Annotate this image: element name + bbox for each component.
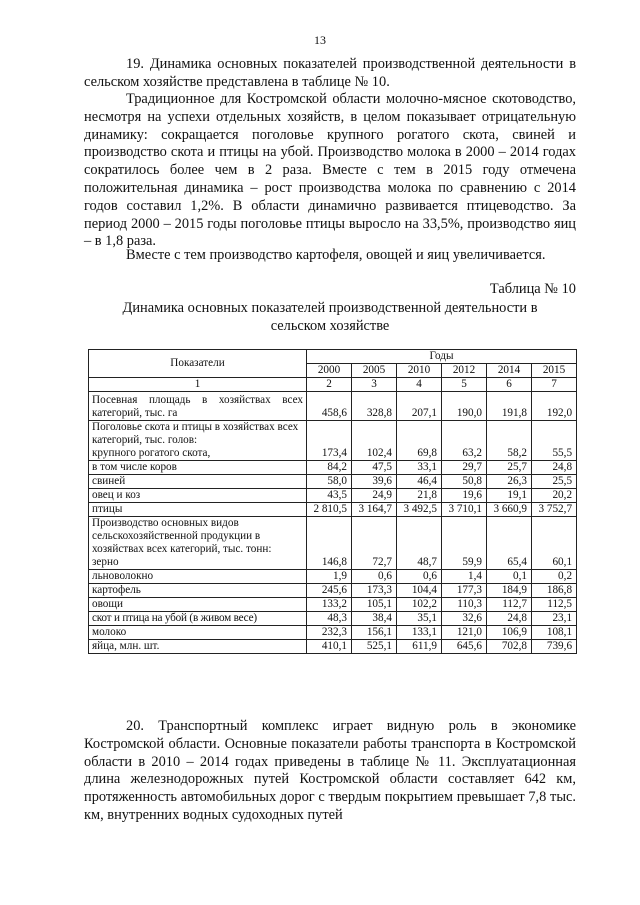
cell-value: 0,1 (487, 570, 532, 584)
table-row (89, 517, 577, 570)
row-label (89, 421, 307, 461)
year-cell: 2014 (487, 364, 532, 378)
cell-value: 26,3 (487, 475, 532, 489)
cell-value: 69,8 (397, 421, 442, 461)
row-label: птицы (89, 503, 307, 517)
cell-value: 146,8 (307, 517, 352, 570)
cell-value: 50,8 (442, 475, 487, 489)
row-label: льноволокно (89, 570, 307, 584)
cell-value: 232,3 (307, 626, 352, 640)
cell-value: 133,2 (307, 598, 352, 612)
table-row (89, 392, 577, 421)
table-row (89, 626, 577, 640)
cell-value: 102,4 (352, 421, 397, 461)
cell-value: 58,2 (487, 421, 532, 461)
cell-value: 739,6 (532, 640, 577, 654)
cell-value: 112,7 (487, 598, 532, 612)
cell-value: 65,4 (487, 517, 532, 570)
cell-value: 3 164,7 (352, 503, 397, 517)
cell-value: 156,1 (352, 626, 397, 640)
section-19-paragraph: Традиционное для Костромской области молочно-мясное скотоводство, несмотря на успехи отдельных хозяйств, в целом показывает отрицательную динамику: сокращается поголовье крупного рогатого скота, свиней и производство скота и птицы на убой. Производство молока в 2000 – 2014 годах сократилось более чем в 2 раза. Вместе с тем в 2015 году отмечена положительная динамика – рост производства молока по сравнению с 2014 годов составил 1,2%. В области динамично развивается птицеводство. За период 2000 – 2015 годы поголовье птицы выросло на 33,5%, производство яиц – в 1,8 раза. (84, 91, 576, 250)
cell-value: 3 660,9 (487, 503, 532, 517)
cell-value: 24,8 (487, 612, 532, 626)
row-label: Посевная площадь в хозяйствах всех категорий, тыс. га (89, 392, 307, 421)
cell-value: 105,1 (352, 598, 397, 612)
cell-value: 177,3 (442, 584, 487, 598)
cell-value: 328,8 (352, 392, 397, 421)
data-table (88, 349, 577, 654)
cell-value: 3 492,5 (397, 503, 442, 517)
table-row (89, 489, 577, 503)
cell-value: 191,8 (487, 392, 532, 421)
cell-value: 2 810,5 (307, 503, 352, 517)
table-label: Таблица № 10 (489, 281, 576, 297)
cell-value: 611,9 (397, 640, 442, 654)
cell-value: 33,1 (397, 461, 442, 475)
cell-value: 46,4 (397, 475, 442, 489)
table-title: Динамика основных показателей производственной деятельности в сельском хозяйстве (122, 300, 538, 334)
cell-value: 0,6 (397, 570, 442, 584)
row-label: овощи (89, 598, 307, 612)
cell-value: 20,2 (532, 489, 577, 503)
table-row (89, 503, 577, 517)
cell-value: 245,6 (307, 584, 352, 598)
row-sublabel: крупного рогатого скота, (92, 447, 211, 459)
cell-value: 19,1 (487, 489, 532, 503)
col-number: 7 (532, 378, 577, 392)
cell-value: 0,2 (532, 570, 577, 584)
col-number: 6 (487, 378, 532, 392)
cell-value: 24,8 (532, 461, 577, 475)
cell-value: 190,0 (442, 392, 487, 421)
cell-value: 24,9 (352, 489, 397, 503)
section-20-paragraph: 20. Транспортный комплекс играет видную роль в экономике Костромской области. Основные показатели работы транспорта в Костромской области в 2010 – 2014 годах приведены в таблице № 11. Эксплуатационная длина железнодорожных путей Костромской области составляет 642 км, протяженность автомобильных дорог с твердым покрытием превышает 7,8 тыс. км, внутренних водных судоходных путей (84, 718, 576, 823)
col-number: 2 (307, 378, 352, 392)
cell-value: 3 710,1 (442, 503, 487, 517)
cell-value: 3 752,7 (532, 503, 577, 517)
row-label: картофель (89, 584, 307, 598)
cell-value: 19,6 (442, 489, 487, 503)
cell-value: 173,3 (352, 584, 397, 598)
cell-value: 0,6 (352, 570, 397, 584)
cell-value: 207,1 (397, 392, 442, 421)
cell-value: 43,5 (307, 489, 352, 503)
cell-value: 23,1 (532, 612, 577, 626)
cell-value: 47,5 (352, 461, 397, 475)
cell-value: 645,6 (442, 640, 487, 654)
table-row (89, 421, 577, 461)
year-cell: 2000 (307, 364, 352, 378)
row-label: в том числе коров (89, 461, 307, 475)
cell-value: 192,0 (532, 392, 577, 421)
cell-value: 121,0 (442, 626, 487, 640)
table-row (89, 584, 577, 598)
cell-value: 38,4 (352, 612, 397, 626)
cell-value: 108,1 (532, 626, 577, 640)
cell-value: 173,4 (307, 421, 352, 461)
header-indicator: Показатели (89, 350, 307, 378)
table-row (89, 598, 577, 612)
cell-value: 106,9 (487, 626, 532, 640)
cell-value: 25,5 (532, 475, 577, 489)
cell-value: 21,8 (397, 489, 442, 503)
table-row (89, 612, 577, 626)
row-sublabel: зерно (92, 556, 119, 568)
year-cell: 2010 (397, 364, 442, 378)
cell-value: 104,4 (397, 584, 442, 598)
row-label (89, 517, 307, 570)
cell-value: 458,6 (307, 392, 352, 421)
cell-value: 48,3 (307, 612, 352, 626)
cell-value: 102,2 (397, 598, 442, 612)
table-row (89, 461, 577, 475)
row-label: овец и коз (89, 489, 307, 503)
page-number: 13 (314, 33, 326, 47)
year-cell: 2015 (532, 364, 577, 378)
header-years: Годы (307, 350, 577, 364)
cell-value: 112,5 (532, 598, 577, 612)
cell-value: 72,7 (352, 517, 397, 570)
table-row (89, 475, 577, 489)
table-header-row (89, 350, 577, 364)
cell-value: 84,2 (307, 461, 352, 475)
group-heading: Производство основных видов сельскохозяйственной продукции в хозяйствах всех категорий, тыс. тонн: (92, 517, 272, 555)
cell-value: 410,1 (307, 640, 352, 654)
col-number: 5 (442, 378, 487, 392)
year-cell: 2012 (442, 364, 487, 378)
section-19-paragraph-2: Вместе с тем производство картофеля, овощей и яиц увеличивается. (126, 247, 546, 263)
cell-value: 702,8 (487, 640, 532, 654)
table-row (89, 570, 577, 584)
cell-value: 63,2 (442, 421, 487, 461)
section-19-heading: 19. Динамика основных показателей производственной деятельности в сельском хозяйстве представлена в таблице № 10. (84, 56, 576, 90)
col-number: 3 (352, 378, 397, 392)
cell-value: 58,0 (307, 475, 352, 489)
table-colnum-row (89, 378, 577, 392)
cell-value: 525,1 (352, 640, 397, 654)
cell-value: 110,3 (442, 598, 487, 612)
cell-value: 1,9 (307, 570, 352, 584)
group-heading: Поголовье скота и птицы в хозяйствах всех категорий, тыс. голов: (92, 421, 299, 446)
table-row (89, 640, 577, 654)
col-number: 1 (89, 378, 307, 392)
cell-value: 184,9 (487, 584, 532, 598)
row-label: свиней (89, 475, 307, 489)
row-label: скот и птица на убой (в живом весе) (89, 612, 307, 626)
year-cell: 2005 (352, 364, 397, 378)
cell-value: 35,1 (397, 612, 442, 626)
cell-value: 60,1 (532, 517, 577, 570)
cell-value: 59,9 (442, 517, 487, 570)
cell-value: 133,1 (397, 626, 442, 640)
cell-value: 1,4 (442, 570, 487, 584)
cell-value: 29,7 (442, 461, 487, 475)
cell-value: 32,6 (442, 612, 487, 626)
row-label: молоко (89, 626, 307, 640)
cell-value: 55,5 (532, 421, 577, 461)
cell-value: 39,6 (352, 475, 397, 489)
cell-value: 186,8 (532, 584, 577, 598)
cell-value: 48,7 (397, 517, 442, 570)
cell-value: 25,7 (487, 461, 532, 475)
col-number: 4 (397, 378, 442, 392)
row-label: яйца, млн. шт. (89, 640, 307, 654)
